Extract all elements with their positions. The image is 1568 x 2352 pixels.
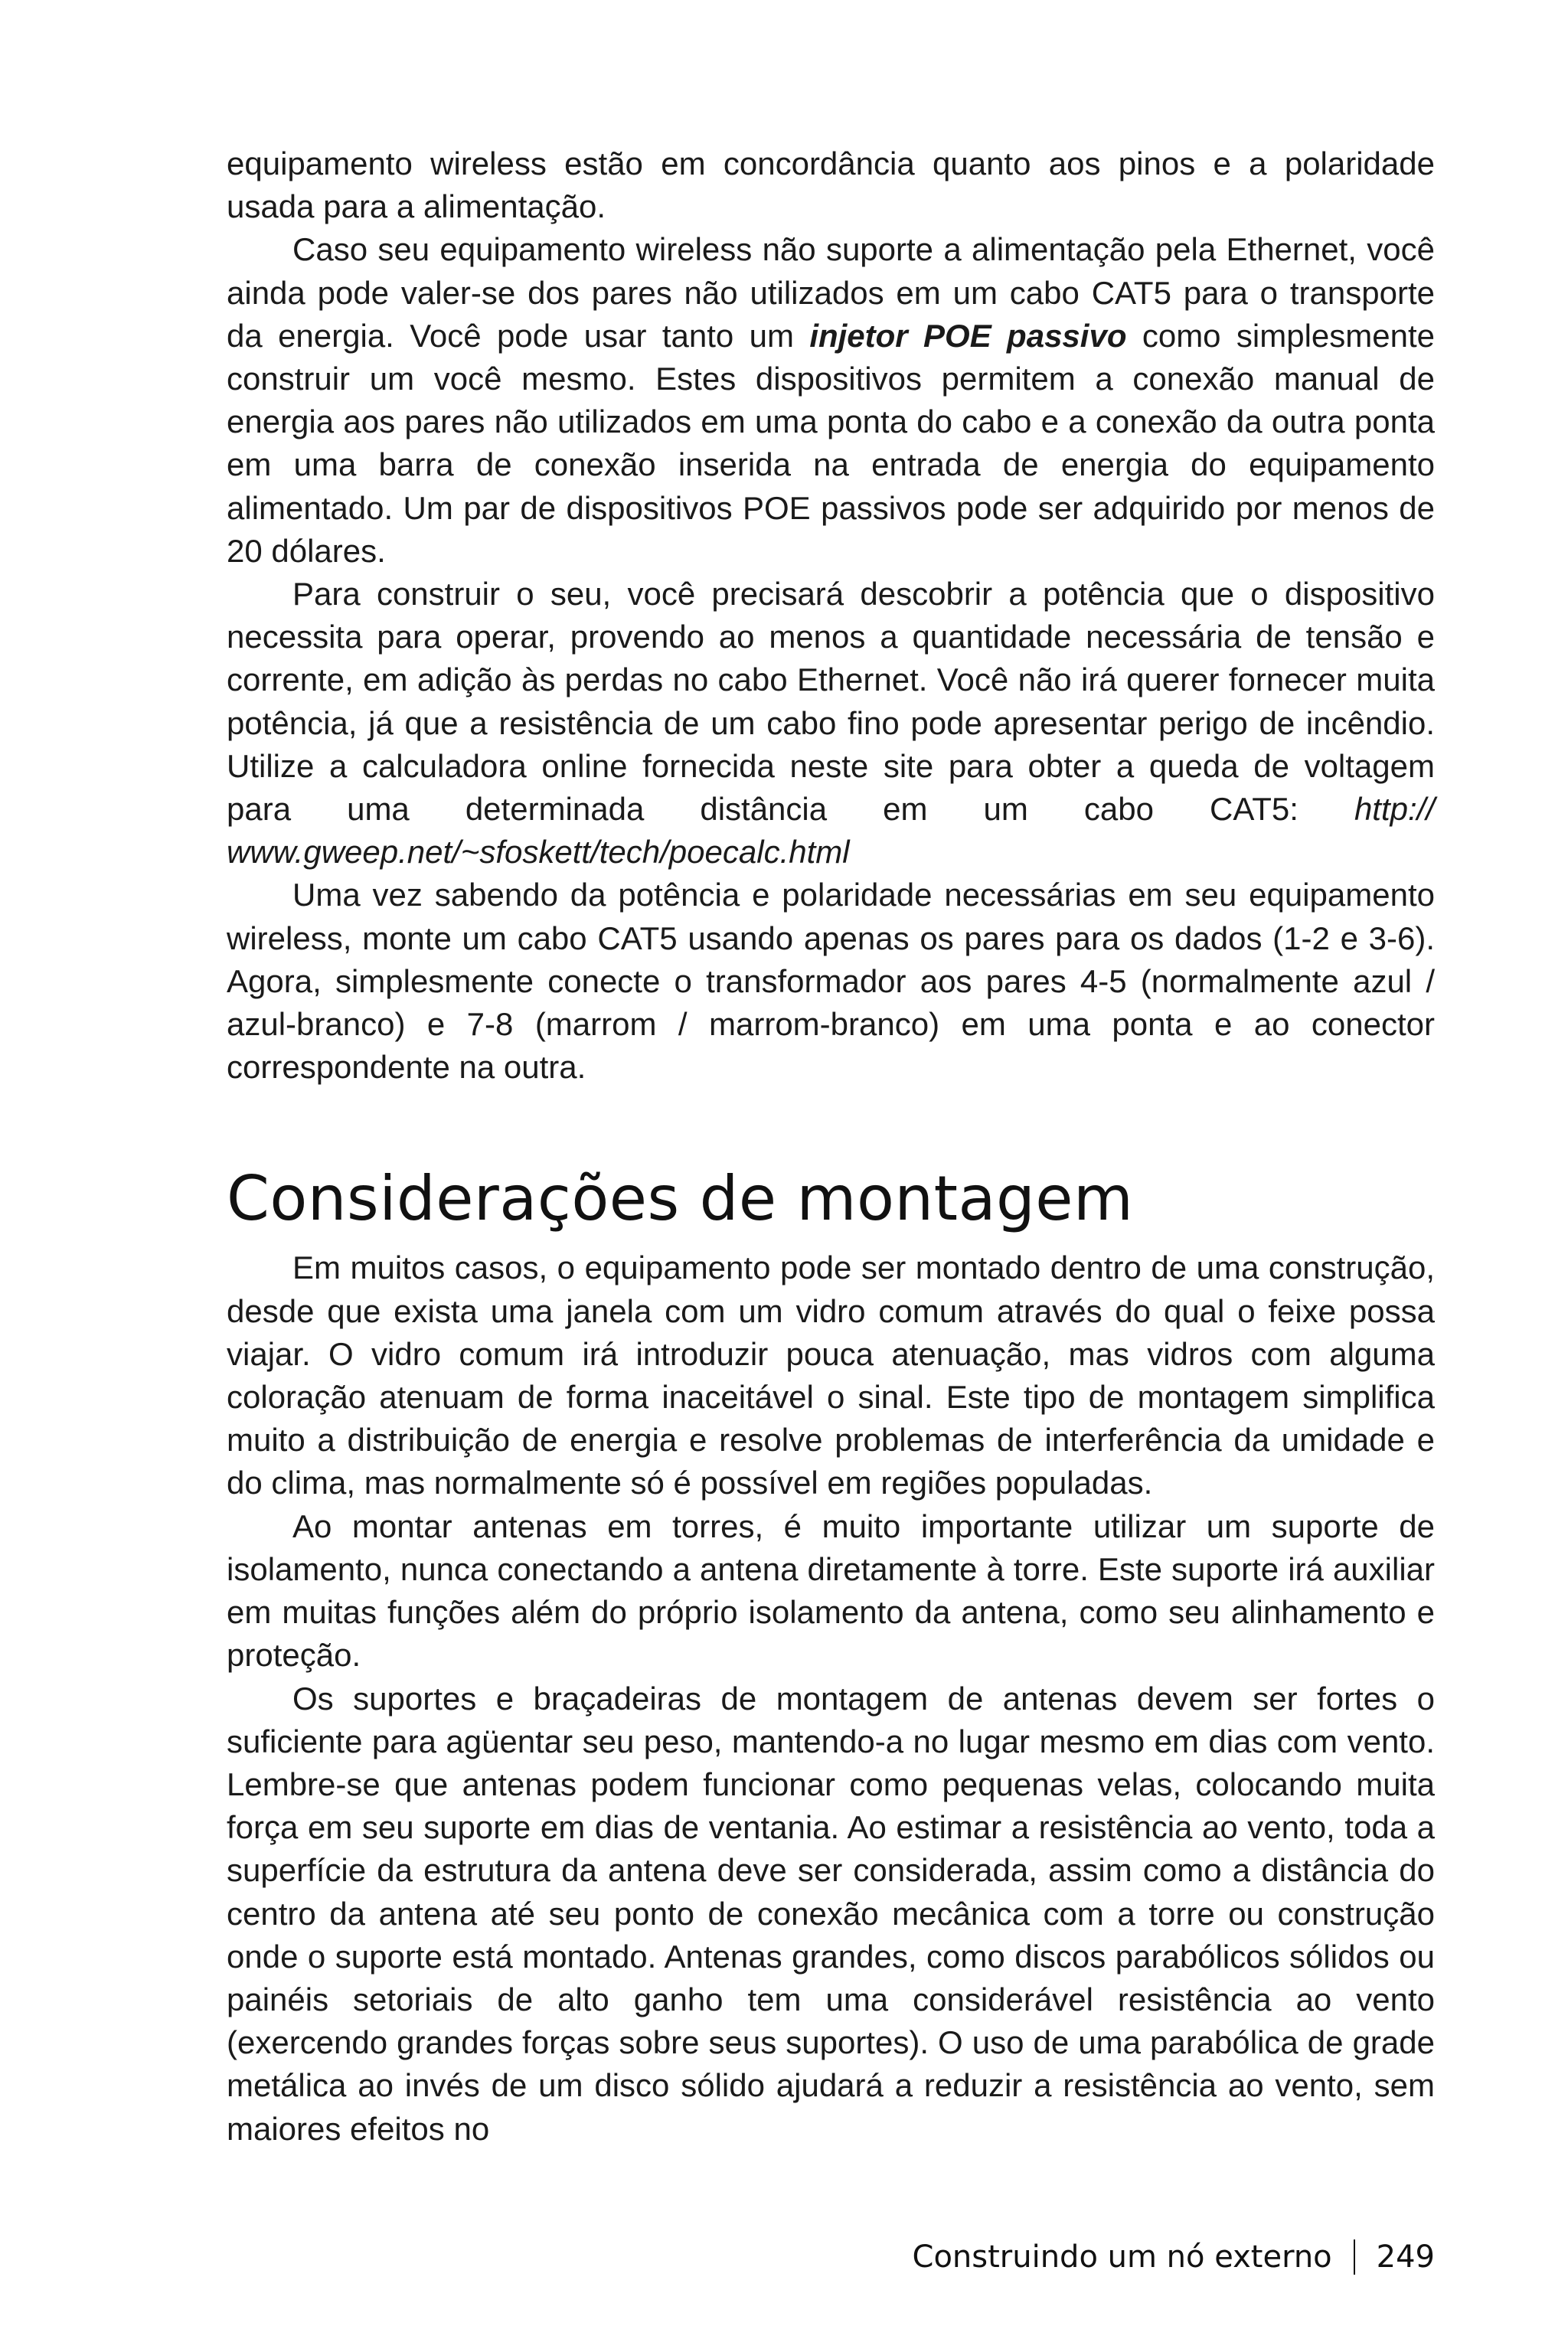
paragraph-text: Uma vez sabendo da potência e polaridade necessárias em seu equipamento wireless, monte um cabo CAT5 usando apenas os pares para os dados (1-2 e 3-6). Agora, simplesmente conecte o transformador aos pares 4-5 (normalmente azul / azul-branco) e 7-8 (marrom / marrom-branco) em uma ponta e ao conector correspondente na outra. bbox=[227, 877, 1435, 1086]
section-heading: Considerações de montagem bbox=[227, 1163, 1134, 1235]
paragraph-indoor-mounting bbox=[227, 1246, 1435, 1504]
paragraph-mount-strength bbox=[227, 1677, 1435, 2151]
running-footer bbox=[913, 2237, 1435, 2277]
page-number: 249 bbox=[1376, 2239, 1435, 2275]
paragraph-text: Em muitos casos, o equipamento pode ser montado dentro de uma construção, desde que exista uma janela com um vidro comum através do qual o feixe possa viajar. O vidro comum irá introduzir pouca atenuação, mas vidros com alguma coloração atenuam de forma inaceitável o sinal. Este tipo de montagem simplifica muito a distribuição de energia e resolve problemas de interferência da umidade e do clima, mas normalmente só é possível em regiões populadas. bbox=[227, 1250, 1435, 1501]
paragraph-continuation bbox=[227, 142, 1435, 228]
paragraph-text: Os suportes e braçadeiras de montagem de antenas devem ser fortes o suficiente para agüentar seu peso, mantendo-a no lugar mesmo em dias com vento. Lembre-se que antenas podem funcionar como pequenas velas, colocando muita força em seu suporte em dias de ventania. Ao estimar a resistência ao vento, toda a superfície da estrutura da antena deve ser considerada, assim como a distância do centro da antena até seu ponto de conexão mecânica com a torre ou construção onde o suporte está montado. Antenas grandes, como discos parabólicos sólidos ou painéis setoriais de alto ganho tem uma considerável resistência ao vento (exercendo grandes forças sobre seus suportes). O uso de uma parabólica de grade metálica ao invés de um disco sólido ajudará a reduzir a resistência ao vento, sem maiores efeitos no bbox=[227, 1680, 1435, 2147]
paragraph-text: equipamento wireless estão em concordância quanto aos pinos e a polaridade usada para a alimentação. bbox=[227, 145, 1435, 225]
paragraph-tower-mounting bbox=[227, 1505, 1435, 1677]
paragraph-poe-passive bbox=[227, 228, 1435, 573]
paragraph-text: como simplesmente construir um você mesmo. Estes dispositivos permitem a conexão manual de energia aos pares não utilizados em uma ponta do cabo e a conexão da outra ponta em uma barra de conexão inserida na entrada de energia do equipamento alimentado. Um par de dispositivos POE passivos pode ser adquirido por menos de 20 dólares. bbox=[227, 317, 1435, 569]
paragraph-text: Caso seu equipamento wireless não suporte a alimentação pela Ethernet, você ainda pode valer-se dos pares não utilizados em um cabo CAT5 para o transporte da energia. Você pode usar tanto um bbox=[227, 231, 1435, 354]
paragraph-text: Para construir o seu, você precisará descobrir a potência que o dispositivo necessita para operar, provendo ao menos a quantidade necessária de tensão e corrente, em adição às perdas no cabo Ethernet. Você não irá querer fornecer muita potência, já que a resistência de um cabo fino pode apresentar perigo de incêndio. Utilize a calculadora online fornecida neste site para obter a queda de voltagem para uma determinada distância em um cabo CAT5: bbox=[227, 576, 1435, 828]
paragraph-text: Ao montar antenas em torres, é muito importante utilizar um suporte de isolamento, nunca conectando a antena diretamente à torre. Este suporte irá auxiliar em muitas funções além do próprio isolamento da antena, como seu alinhamento e proteção. bbox=[227, 1508, 1435, 1674]
emphasis-term: injetor POE passivo bbox=[809, 317, 1127, 354]
calculator-url: http:// www.gweep.net/~sfoskett/tech/poecalc.html bbox=[227, 791, 1435, 871]
page-body bbox=[227, 142, 1435, 2151]
footer-chapter-title: Construindo um nó externo bbox=[912, 2239, 1332, 2275]
paragraph-cable-assembly bbox=[227, 874, 1435, 1089]
paragraph-build-your-own bbox=[227, 573, 1435, 874]
footer-divider bbox=[1354, 2239, 1355, 2275]
